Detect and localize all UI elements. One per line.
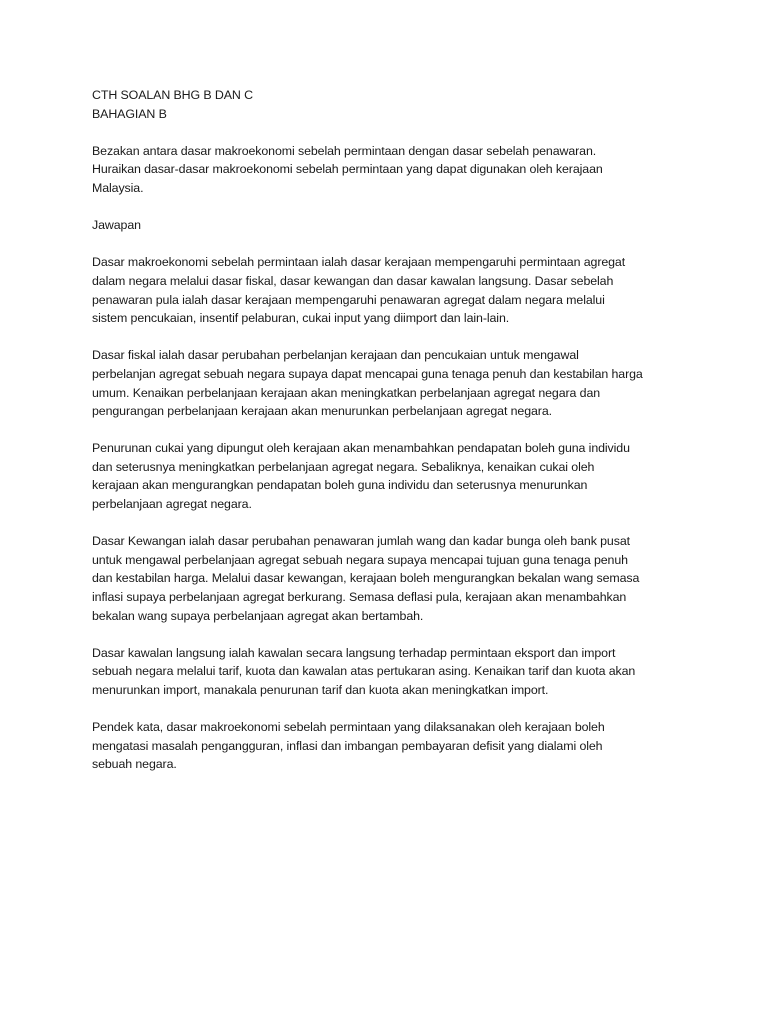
answer-label: Jawapan	[92, 218, 141, 233]
paragraph-line: kerajaan akan mengurangkan pendapatan boleh guna individu dan seterusnya menurunkan	[92, 478, 588, 493]
document-header	[92, 86, 692, 123]
paragraph-line: sebuah negara.	[92, 757, 177, 772]
paragraph-line: mengatasi masalah pengangguran, inflasi dan imbangan pembayaran defisit yang dialami oleh	[92, 738, 603, 753]
answer-paragraph-6	[92, 718, 692, 774]
paragraph-line: dan seterusnya meningkatkan perbelanjaan agregat negara. Sebaliknya, kenaikan cukai oleh	[92, 459, 595, 474]
paragraph-line: Dasar kawalan langsung ialah kawalan secara langsung terhadap permintaan eksport dan import	[92, 645, 616, 660]
paragraph-line: umum. Kenaikan perbelanjaan kerajaan akan meningkatkan perbelanjaan agregat negara dan	[92, 385, 601, 400]
question-paragraph	[92, 142, 692, 198]
document-page	[92, 86, 692, 793]
answer-paragraph-3	[92, 439, 692, 513]
section-heading: BAHAGIAN B	[92, 106, 167, 121]
paragraph-line: untuk mengawal perbelanjaan agregat sebuah negara supaya mencapai tujuan guna tenaga penuh	[92, 552, 628, 567]
answer-paragraph-2	[92, 346, 692, 420]
document-title: CTH SOALAN BHG B DAN C	[92, 88, 253, 102]
paragraph-line: dalam negara melalui dasar fiskal, dasar kewangan dan dasar kawalan langsung. Dasar sebelah	[92, 273, 614, 288]
question-line: Malaysia.	[92, 180, 144, 195]
paragraph-line: inflasi supaya perbelanjaan agregat berkurang. Semasa deflasi pula, kerajaan akan menambahkan	[92, 590, 627, 605]
question-line: Bezakan antara dasar makroekonomi sebelah permintaan dengan dasar sebelah penawaran.	[92, 143, 597, 158]
paragraph-line: Dasar makroekonomi sebelah permintaan ialah dasar kerajaan mempengaruhi permintaan agregat	[92, 255, 626, 270]
paragraph-line: Penurunan cukai yang dipungut oleh kerajaan akan menambahkan pendapatan boleh guna individu	[92, 441, 630, 456]
paragraph-line: pengurangan perbelanjaan kerajaan akan menurunkan perbelanjaan agregat negara.	[92, 404, 552, 419]
paragraph-line: bekalan wang supaya perbelanjaan agregat akan bertambah.	[92, 608, 424, 623]
answer-label-block	[92, 216, 692, 235]
paragraph-line: perbelanjan agregat sebuah negara supaya dapat mencapai guna tenaga penuh dan kestabilan harga	[92, 366, 643, 381]
question-line: Huraikan dasar-dasar makroekonomi sebelah permintaan yang dapat digunakan oleh kerajaan	[92, 162, 603, 177]
paragraph-line: Pendek kata, dasar makroekonomi sebelah permintaan yang dilaksanakan oleh kerajaan boleh	[92, 720, 605, 735]
answer-paragraph-5	[92, 644, 692, 700]
paragraph-line: sistem pencukaian, insentif pelaburan, cukai input yang diimport dan lain-lain.	[92, 311, 510, 326]
answer-paragraph-1	[92, 253, 692, 327]
answer-paragraph-4	[92, 532, 692, 625]
paragraph-line: Dasar Kewangan ialah dasar perubahan penawaran jumlah wang dan kadar bunga oleh bank pusat	[92, 534, 630, 549]
paragraph-line: Dasar fiskal ialah dasar perubahan perbelanjan kerajaan dan pencukaian untuk mengawal	[92, 348, 579, 363]
paragraph-line: penawaran pula ialah dasar kerajaan mempengaruhi penawaran agregat dalam negara melalui	[92, 292, 605, 307]
paragraph-line: sebuah negara melalui tarif, kuota dan kawalan atas pertukaran asing. Kenaikan tarif dan kuota akan	[92, 664, 636, 679]
paragraph-line: perbelanjaan agregat negara.	[92, 497, 252, 512]
paragraph-line: menurunkan import, manakala penurunan tarif dan kuota akan meningkatkan import.	[92, 683, 549, 697]
paragraph-line: dan kestabilan harga. Melalui dasar kewangan, kerajaan boleh mengurangkan bekalan wang semasa	[92, 571, 640, 586]
